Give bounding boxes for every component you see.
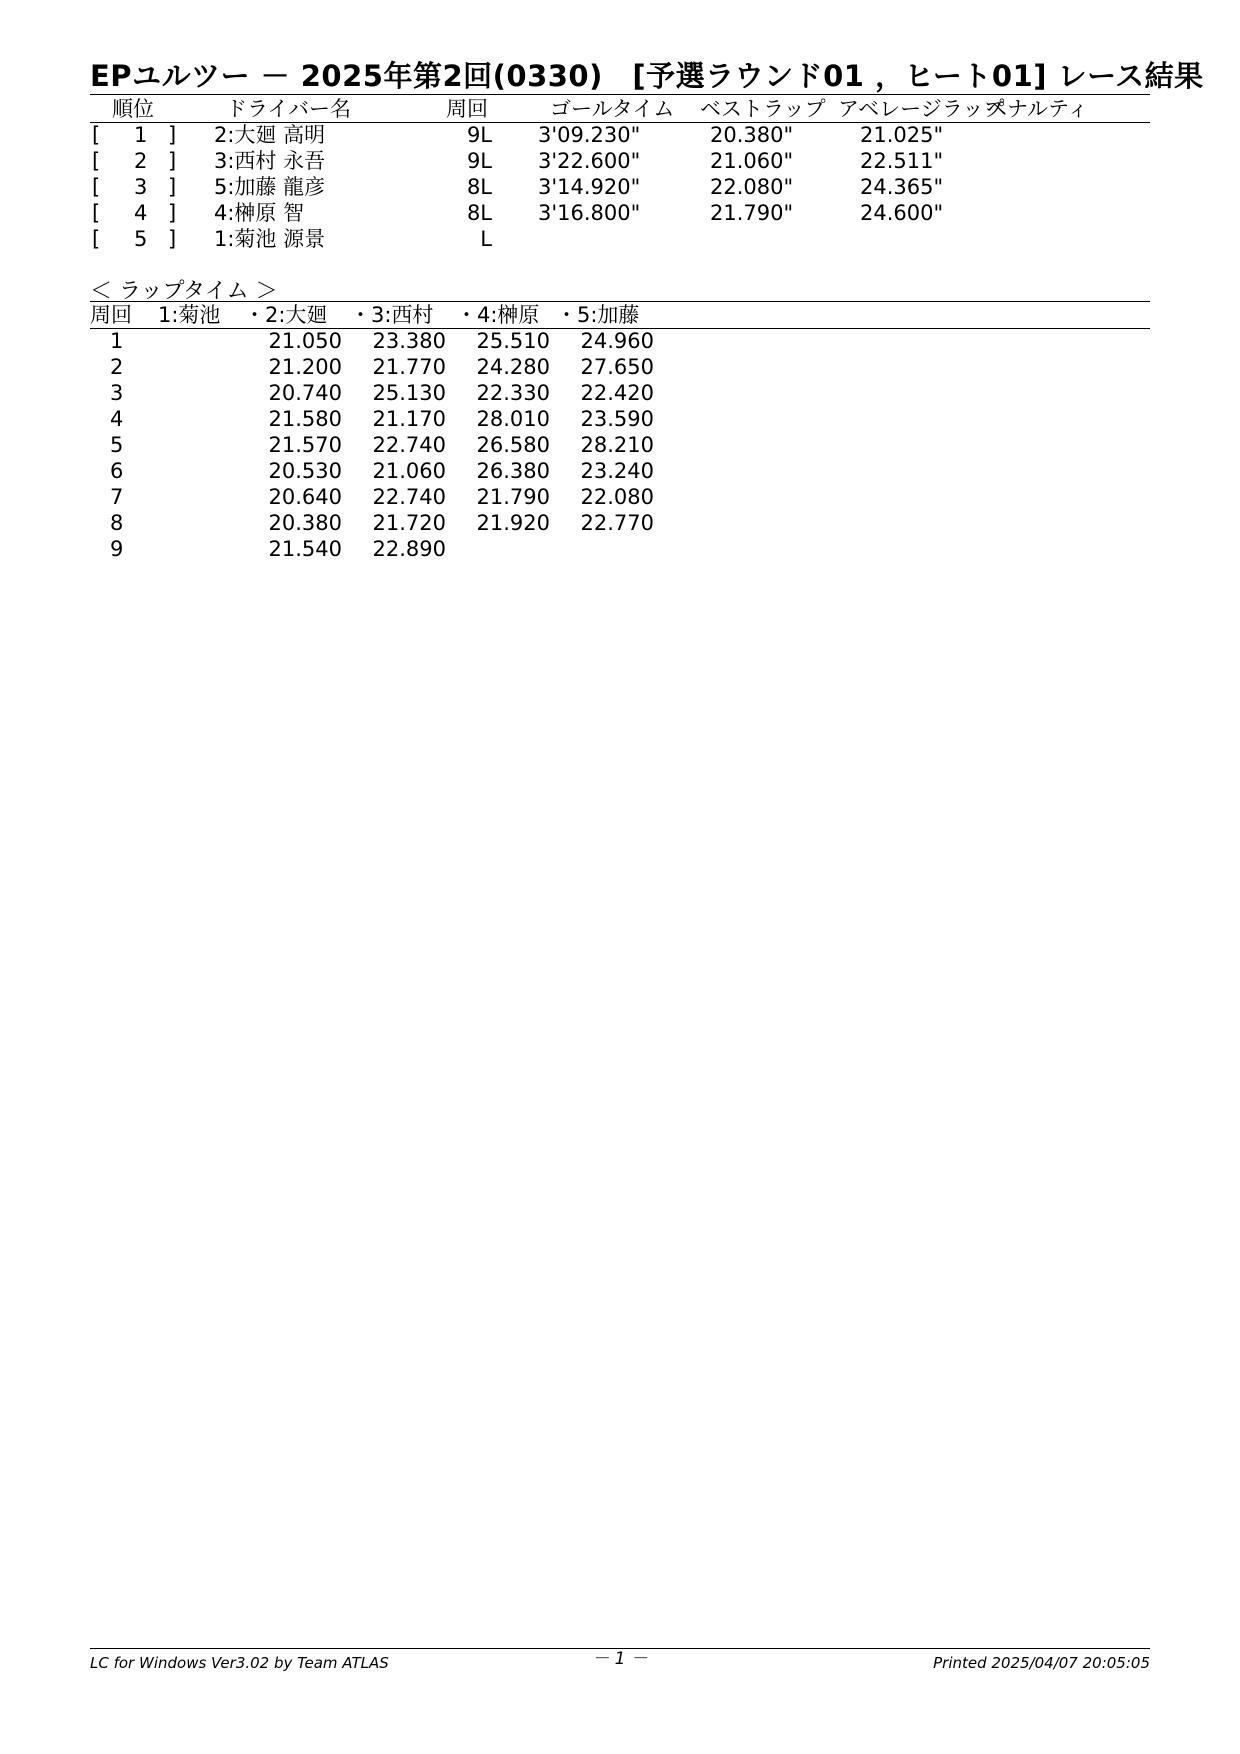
- laps-count: 9L: [466, 123, 492, 147]
- lap-time-driver-4: 24.280: [476, 355, 550, 379]
- result-row: [0, 122, 1240, 148]
- lap-time-driver-5: 22.420: [580, 381, 654, 405]
- lap-row: [0, 484, 1240, 510]
- rank-bracket-close: ]: [168, 227, 177, 251]
- lap-row: [0, 380, 1240, 406]
- lap-time-driver-2: 20.740: [268, 381, 342, 405]
- rank-value: 5: [134, 227, 148, 251]
- driver-name: 4:榊原 智: [214, 201, 305, 225]
- lap-time-driver-5: 23.590: [580, 407, 654, 431]
- result-row: [0, 200, 1240, 226]
- result-row: [0, 148, 1240, 174]
- lap-header-driver-1: 1:菊池: [158, 303, 221, 327]
- goal-time: 3'16.800": [538, 201, 641, 225]
- lap-number: 8: [110, 511, 124, 535]
- lap-times-title: ＜ ラップタイム ＞: [90, 279, 278, 304]
- lap-number: 5: [110, 433, 124, 457]
- footer-printed-date: Printed 2025/04/07 20:05:05: [933, 1654, 1150, 1672]
- lap-time-driver-4: 26.580: [476, 433, 550, 457]
- header-goal-time: ゴールタイム: [550, 97, 675, 121]
- lap-number: 3: [110, 381, 124, 405]
- goal-time: 3'14.920": [538, 175, 641, 199]
- lap-time-driver-4: 26.380: [476, 459, 550, 483]
- lap-time-driver-2: 20.530: [268, 459, 342, 483]
- result-row: [0, 226, 1240, 252]
- goal-time: 3'09.230": [538, 123, 641, 147]
- lap-number: 2: [110, 355, 124, 379]
- driver-name: 2:大廻 高明: [214, 123, 326, 147]
- best-lap: 22.080": [710, 175, 794, 199]
- lap-time-driver-3: 23.380: [372, 329, 446, 353]
- driver-name: 5:加藤 龍彦: [214, 175, 326, 199]
- lap-time-driver-3: 22.890: [372, 537, 446, 561]
- rank-bracket-close: ]: [168, 149, 177, 173]
- lap-time-driver-4: 21.790: [476, 485, 550, 509]
- rank-bracket-open: [: [92, 227, 101, 251]
- best-lap: 21.060": [710, 149, 794, 173]
- lap-time-driver-5: 28.210: [580, 433, 654, 457]
- lap-number: 6: [110, 459, 124, 483]
- rank-value: 3: [134, 175, 148, 199]
- average-lap: 24.365": [860, 175, 944, 199]
- lap-row: [0, 406, 1240, 432]
- footer-software: LC for Windows Ver3.02 by Team ATLAS: [90, 1654, 389, 1672]
- result-row: [0, 174, 1240, 200]
- lap-time-driver-3: 25.130: [372, 381, 446, 405]
- lap-time-driver-3: 21.770: [372, 355, 446, 379]
- lap-time-driver-2: 21.200: [268, 355, 342, 379]
- header-best-lap: ベストラップ: [700, 97, 826, 121]
- laps-count: L: [480, 227, 492, 251]
- lap-time-driver-3: 22.740: [372, 433, 446, 457]
- page-title: EPユルツー － 2025年第2回(0330) [予選ラウンド01 ，ヒート01] レース結果: [90, 59, 1204, 93]
- header-average-lap: アベレージラップ: [838, 97, 1005, 121]
- rank-bracket-open: [: [92, 149, 101, 173]
- footer-page-number: － 1 －: [592, 1649, 648, 1669]
- lap-row: [0, 510, 1240, 536]
- laps-count: 8L: [466, 175, 492, 199]
- lap-header-driver-5: ・5:加藤: [556, 303, 640, 327]
- average-lap: 22.511": [860, 149, 944, 173]
- lap-header-driver-2: ・2:大廻: [244, 303, 328, 327]
- laps-count: 9L: [466, 149, 492, 173]
- lap-header-driver-3: ・3:西村: [350, 303, 434, 327]
- average-lap: 24.600": [860, 201, 944, 225]
- best-lap: 21.790": [710, 201, 794, 225]
- lap-time-driver-4: 21.920: [476, 511, 550, 535]
- lap-time-driver-3: 21.060: [372, 459, 446, 483]
- lap-time-driver-5: 22.770: [580, 511, 654, 535]
- lap-time-driver-4: 25.510: [476, 329, 550, 353]
- driver-name: 3:西村 永吾: [214, 149, 326, 173]
- lap-time-driver-5: 22.080: [580, 485, 654, 509]
- rank-bracket-open: [: [92, 123, 101, 147]
- header-rank: 順位: [112, 97, 154, 121]
- lap-number: 4: [110, 407, 124, 431]
- goal-time: 3'22.600": [538, 149, 641, 173]
- lap-time-driver-5: 24.960: [580, 329, 654, 353]
- header-driver: ドライバー名: [226, 97, 351, 121]
- lap-row: [0, 354, 1240, 380]
- header-penalty: ペナルティ: [986, 97, 1089, 121]
- lap-header-lap: 周回: [90, 303, 132, 327]
- lap-header-driver-4: ・4:榊原: [456, 303, 540, 327]
- lap-number: 1: [110, 329, 124, 353]
- rank-value: 1: [134, 123, 148, 147]
- lap-number: 9: [110, 537, 124, 561]
- lap-row: [0, 458, 1240, 484]
- header-laps: 周回: [446, 97, 488, 121]
- title-underline: [90, 94, 1150, 95]
- lap-row: [0, 432, 1240, 458]
- average-lap: 21.025": [860, 123, 944, 147]
- lap-time-driver-3: 22.740: [372, 485, 446, 509]
- rank-bracket-open: [: [92, 175, 101, 199]
- laps-count: 8L: [466, 201, 492, 225]
- lap-time-driver-4: 28.010: [476, 407, 550, 431]
- lap-time-driver-2: 20.640: [268, 485, 342, 509]
- lap-number: 7: [110, 485, 124, 509]
- lap-time-driver-4: 22.330: [476, 381, 550, 405]
- lap-time-driver-5: 27.650: [580, 355, 654, 379]
- rank-bracket-close: ]: [168, 123, 177, 147]
- lap-time-driver-2: 21.580: [268, 407, 342, 431]
- rank-bracket-open: [: [92, 201, 101, 225]
- lap-time-driver-2: 20.380: [268, 511, 342, 535]
- rank-value: 2: [134, 149, 148, 173]
- lap-time-driver-5: 23.240: [580, 459, 654, 483]
- lap-time-driver-3: 21.720: [372, 511, 446, 535]
- lap-row: [0, 328, 1240, 354]
- driver-name: 1:菊池 源景: [214, 227, 326, 251]
- lap-time-driver-2: 21.540: [268, 537, 342, 561]
- rank-bracket-close: ]: [168, 201, 177, 225]
- lap-time-driver-2: 21.050: [268, 329, 342, 353]
- lap-time-driver-2: 21.570: [268, 433, 342, 457]
- best-lap: 20.380": [710, 123, 794, 147]
- lap-time-driver-3: 21.170: [372, 407, 446, 431]
- lap-row: [0, 536, 1240, 562]
- rank-value: 4: [134, 201, 148, 225]
- rank-bracket-close: ]: [168, 175, 177, 199]
